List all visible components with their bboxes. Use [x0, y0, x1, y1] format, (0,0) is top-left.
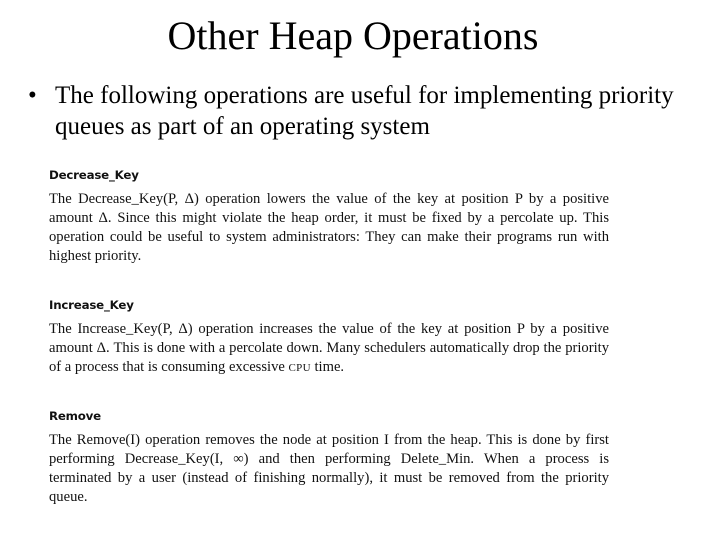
section-body-tail: time.: [310, 359, 345, 375]
bullet-icon: •: [28, 82, 37, 109]
bullet-text: The following operations are useful for implementing priority queues as part of an operating system: [55, 82, 674, 140]
section-body: The Remove(I) operation removes the node at position I from the heap. This is done by first performing Decrease_Key(I, ∞) and then performing Delete_Min. When a process is terminated by a user (instead of finishing normally), it must be removed from the priority queue.: [49, 432, 609, 505]
section-remove: [49, 409, 609, 507]
section-increase-key: [49, 298, 609, 378]
section-heading: Decrease_Key: [49, 168, 139, 182]
bullet-item: [28, 80, 688, 142]
section-body-text: The Increase_Key(P, Δ) operation increases the value of the key at position P by a positive amount Δ. This is done with a percolate down. Many schedulers automatically drop the priority of a process that is consuming excessive: [49, 321, 609, 375]
section-body: [49, 320, 609, 378]
section-decrease-key: [49, 168, 609, 266]
slide-title: Other Heap Operations: [167, 13, 539, 58]
section-body-smallcaps: CPU: [288, 362, 311, 374]
section-heading: Remove: [49, 409, 101, 423]
section-heading: Increase_Key: [49, 298, 134, 312]
section-body: The Decrease_Key(P, Δ) operation lowers the value of the key at position P by a positive amount Δ. Since this might violate the heap order, it must be fixed by a percolate up. This operation could be useful to system administrators: They can make their programs run with highest priority.: [49, 191, 609, 264]
